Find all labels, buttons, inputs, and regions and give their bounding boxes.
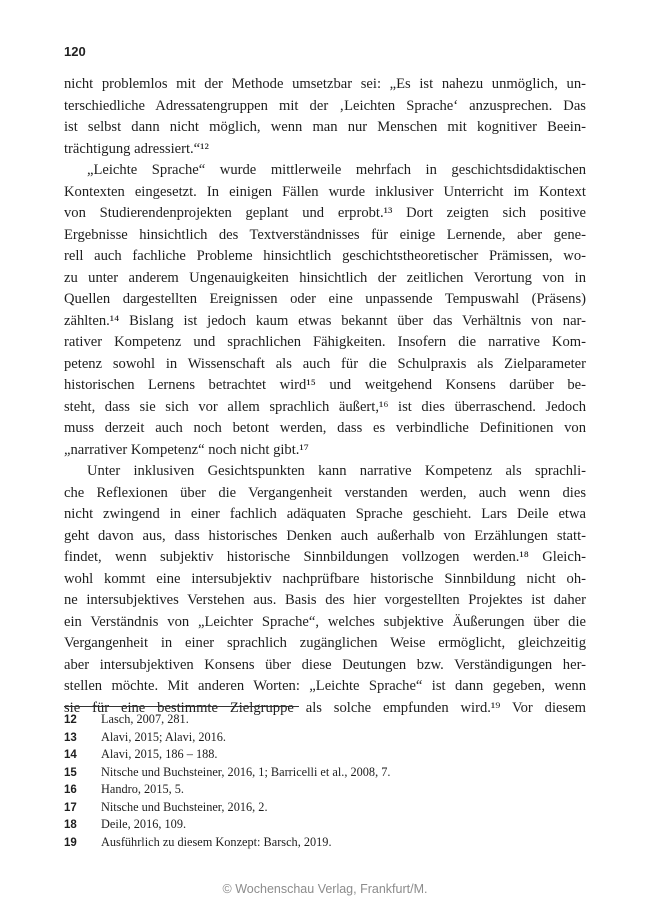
text-line: ist selbst dann nicht möglich, wenn man nur Menschen mit kognitiver Beein- (64, 119, 586, 135)
text-line: „narrativer Kompetenz“ noch nicht gibt.¹⁷ (64, 441, 309, 458)
footnote-number: 18 (64, 819, 77, 831)
text-line: trächtigung adressiert.“¹² (64, 140, 209, 157)
text-line: nicht problemlos mit der Methode umsetzbar sei: „Es ist nahezu unmöglich, un- (64, 76, 586, 92)
page-number: 120 (64, 44, 86, 59)
text-line: petenz sowohl in Wissenschaft als auch für die Schulpraxis als Zielparameter (64, 355, 586, 372)
text-line: terschiedliche Adressatengruppen mit der ‚Leichten Sprache‘ anzusprechen. Das (64, 97, 586, 114)
text-line: steht, dass sie sich vor allem sprachlich äußert,¹⁶ ist dies überraschend. Jedoch (64, 398, 586, 415)
text-line: „Leichte Sprache“ wurde mittlerweile mehrfach in geschichtsdidaktischen (87, 162, 586, 178)
text-line: Vergangenheit in einer sprachlich zugänglichen Weise ermöglicht, gleichzeitig (64, 635, 586, 651)
copyright-notice: © Wochenschau Verlag, Frankfurt/M. (222, 882, 428, 896)
footnote-text: Deile, 2016, 109. (101, 817, 187, 831)
footnote-number: 19 (64, 836, 77, 849)
text-line: historischen Lernens betrachtet wird¹⁵ und weitgehend Konsens darüber be- (64, 377, 586, 393)
footnote-text: Nitsche und Buchsteiner, 2016, 2. (101, 799, 268, 814)
text-line: ein Verständnis von „Leichter Sprache“, welches subjektive Äußerungen über die (64, 613, 586, 630)
footnote-text: Lasch, 2007, 281. (101, 712, 189, 726)
footnote (64, 729, 586, 747)
text-line: che Reflexionen über die Vergangenheit verstanden werden, auch wenn dies (64, 484, 586, 501)
body-text (64, 74, 586, 719)
footnote-text: Nitsche und Buchsteiner, 2016, 1; Barricelli et al., 2008, 7. (101, 764, 391, 779)
text-line: Ergebnisse hinsichtlich des Textverständnisses für einige Lernende, aber gene- (64, 226, 586, 243)
footnote-number: 13 (64, 731, 77, 744)
text-line: von Studierendenprojekten geplant und erprobt.¹³ Dort zeigten sich positive (64, 205, 586, 221)
text-line: Unter inklusiven Gesichtspunkten kann narrative Kompetenz als sprachli- (87, 463, 586, 479)
text-line: rativer Kompetenz und sprachlichen Fähigkeiten. Insofern die narrative Kom- (64, 334, 586, 350)
footnote-number: 17 (64, 801, 77, 814)
text-line: rell auch fachliche Probleme hinsichtlich geschichtstheoretischer Prämissen, wo- (64, 248, 586, 264)
footnote (64, 746, 586, 764)
text-line: wohl kommt eine intersubjektiv nachprüfbare historische Sinnbildung nicht oh- (64, 570, 586, 587)
text-line: zu unter anderem Ungenauigkeiten hinsichtlich der zeitlichen Verortung von in (64, 269, 586, 286)
footnote-text: Handro, 2015, 5. (101, 782, 184, 796)
footnotes (64, 711, 586, 851)
footnote (64, 799, 586, 817)
text-line: ne intersubjektives Verstehen aus. Basis des hier vorgestellten Projektes ist daher (64, 592, 586, 608)
footnote-text: Ausführlich zu diesem Konzept: Barsch, 2019. (101, 834, 332, 849)
text-line: aber intersubjektiven Konsens über diese Deutungen bzw. Verständigungen her- (64, 656, 586, 673)
footnote-number: 14 (64, 749, 77, 761)
footnote (64, 764, 586, 782)
text-line: findet, wenn subjektiv historische Sinnbildungen vollzogen werden.¹⁸ Gleich- (64, 549, 586, 565)
text-line: sie für eine bestimmte Zielgruppe als solche empfunden wird.¹⁹ Vor diesem (64, 699, 586, 716)
footnote (64, 816, 586, 834)
text-line: Kontexten eingesetzt. In einigen Fällen wurde inklusiver Unterricht im Kontext (64, 183, 586, 200)
footnote-text: Alavi, 2015; Alavi, 2016. (101, 729, 227, 744)
footnote-number: 15 (64, 766, 77, 779)
text-line: Quellen dargestellten Ereignissen oder eine unpassende Tempuswahl (Präsens) (64, 291, 586, 307)
footnote (64, 781, 586, 799)
footnote (64, 711, 586, 729)
text-line: nicht zwingend in einer fachlich adäquaten Sprache geschieht. Lars Deile etwa (64, 506, 586, 522)
text-line: geht davon aus, dass historisches Denken auch außerhalb von Erzählungen statt- (64, 527, 586, 544)
footnote-number: 12 (64, 714, 77, 726)
footnote-number: 16 (64, 784, 77, 796)
footnote-text: Alavi, 2015, 186 – 188. (101, 747, 218, 761)
footnote-separator (64, 706, 299, 707)
footnote (64, 834, 586, 852)
text-line: zählten.¹⁴ Bislang ist jedoch kaum etwas bekannt über das Verhältnis von nar- (64, 312, 586, 329)
text-line: muss derzeit auch noch betont werden, dass es verbindliche Definitionen von (64, 420, 586, 436)
text-line: stellen möchte. Mit anderen Worten: „Leichte Sprache“ ist dann gegeben, wenn (64, 678, 586, 694)
